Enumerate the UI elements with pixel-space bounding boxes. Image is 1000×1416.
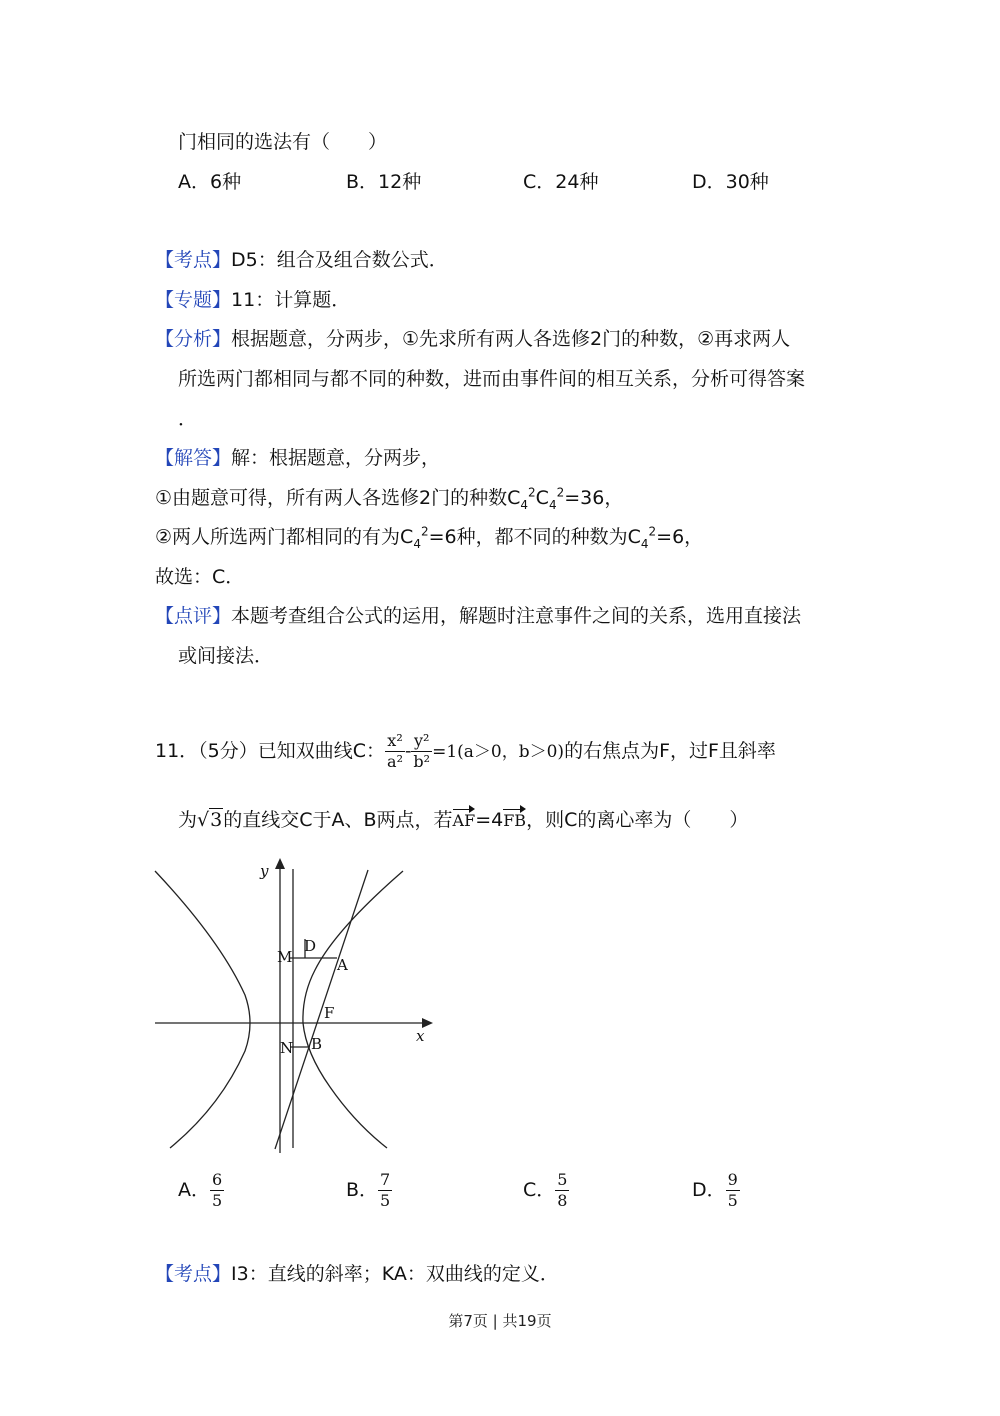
zhuanti-text: 11：计算题． (231, 289, 351, 311)
label-x: x (416, 1027, 425, 1045)
kaodian-text: D5：组合及组合数公式． (231, 249, 448, 271)
jieda-tag: 【解答】 (155, 447, 232, 469)
label-m: M (277, 948, 293, 966)
option-letter: B． (346, 1179, 379, 1201)
label-y: y (260, 862, 269, 880)
y-axis-arrow (275, 858, 285, 869)
page-footer: 第7页 | 共19页 (448, 1312, 552, 1330)
minus-sign: - (405, 740, 412, 762)
vector-af: AF (453, 808, 476, 834)
sub-4: 4 (520, 497, 529, 512)
sqrt-radicand: 3 (210, 809, 223, 831)
kaodian-text: I3：直线的斜率；KA：双曲线的定义． (231, 1263, 559, 1285)
left-branch (155, 871, 250, 1148)
fraction-x2-a2 (385, 731, 405, 772)
sloped-line (275, 870, 368, 1149)
frac1-den: a² (387, 752, 403, 771)
fenxi-text-2: 所选两门都相同与都不同的种数，进而由事件间的相互关系，分析可得答案 (178, 368, 806, 390)
q10-zhuanti (155, 287, 350, 313)
q10-fenxi (155, 326, 790, 352)
q11-stem-suffix: 的右焦点为F，过F且斜率 (564, 740, 776, 762)
q10-option-c: C．24种 (523, 171, 599, 193)
eq-4: =4 (475, 809, 504, 831)
step2-tail: =6， (656, 526, 704, 548)
dianping-text-1: 本题考查组合公式的运用，解题时注意事件之间的关系，选用直接法 (231, 605, 802, 627)
q10-stem-tail: 门相同的选法有（ ） (178, 131, 388, 153)
fenxi-text-3: ． (178, 408, 198, 430)
q10-dianping (155, 603, 801, 629)
option-den: 5 (380, 1191, 391, 1210)
fenxi-tag: 【分析】 (155, 328, 232, 350)
kaodian-tag: 【考点】 (155, 249, 232, 271)
step2-mid: =6种，都不同的种数为C (428, 526, 641, 548)
q11-stem (155, 722, 776, 781)
hyperbola-figure (150, 855, 440, 1155)
option-fraction (726, 1170, 740, 1211)
sup-2: 2 (528, 485, 536, 500)
option-fraction (378, 1170, 392, 1211)
option-num: 6 (212, 1170, 223, 1189)
q10-kaodian (155, 247, 448, 273)
q11-option-c (523, 1168, 569, 1212)
sqrt-3 (197, 808, 223, 831)
option-num: 9 (727, 1170, 738, 1189)
q10-option-b: B．12种 (346, 171, 422, 193)
option-num: 7 (380, 1170, 391, 1189)
option-fraction (210, 1170, 224, 1211)
sub-4: 4 (640, 536, 649, 551)
jieda-step-2 (155, 524, 703, 550)
q10-jieda (155, 445, 440, 471)
zhuanti-tag: 【专题】 (155, 289, 232, 311)
label-f: F (324, 1004, 335, 1022)
label-a: A (337, 956, 348, 974)
dianping-text-2: 或间接法． (178, 645, 274, 667)
q11-line-2 (178, 807, 748, 834)
line2-b: 的直线交C于A、B两点，若 (223, 809, 453, 831)
q10-option-a: A．6种 (178, 171, 242, 193)
q11-stem-prefix: 11．（5分）已知双曲线C： (155, 740, 386, 762)
line2-a: 为 (178, 809, 198, 831)
equation-rhs: =1(a＞0，b＞0) (432, 742, 565, 762)
q11-kaodian (155, 1261, 559, 1287)
line2-c: ，则C的离心率为（ ） (526, 809, 749, 831)
step1-mid: C (535, 487, 549, 509)
option-num: 5 (557, 1170, 568, 1189)
guxuan: 故选：C． (155, 566, 245, 588)
option-letter: D． (692, 1179, 726, 1201)
sup-2: 2 (648, 524, 657, 539)
q11-option-a (178, 1168, 224, 1212)
sub-4: 4 (548, 497, 557, 512)
option-fraction (555, 1170, 569, 1211)
step2-prefix: ②两人所选两门都相同的有为C (155, 526, 414, 548)
jieda-step-1 (155, 485, 623, 511)
right-branch (303, 871, 403, 1148)
frac2-num: y² (411, 731, 432, 752)
sub-4: 4 (413, 536, 421, 551)
label-d: D (304, 937, 317, 955)
frac1-num: x² (385, 731, 405, 752)
step1-prefix: ①由题意可得，所有两人各选修2门的种数C (155, 487, 521, 509)
jieda-text: 解：根据题意，分两步， (231, 447, 441, 469)
sup-2: 2 (420, 524, 429, 539)
sqrt-symbol: √ (197, 809, 210, 831)
step1-tail: =36， (564, 487, 624, 509)
label-b: B (311, 1035, 323, 1053)
kaodian-tag: 【考点】 (155, 1263, 232, 1285)
option-den: 8 (557, 1191, 568, 1210)
option-den: 5 (212, 1191, 223, 1210)
dianping-tag: 【点评】 (155, 605, 232, 627)
fenxi-text-1: 根据题意，分两步，①先求所有两人各选修2门的种数，②再求两人 (231, 328, 791, 350)
q10-option-d: D．30种 (692, 171, 769, 193)
option-letter: C． (523, 1179, 556, 1201)
option-letter: A． (178, 1179, 210, 1201)
option-den: 5 (727, 1191, 738, 1210)
q11-option-b (346, 1168, 392, 1212)
q11-option-d (692, 1168, 740, 1212)
vector-fb: FB (503, 808, 526, 834)
sup-2: 2 (556, 485, 565, 500)
label-n: N (280, 1039, 294, 1057)
fraction-y2-b2 (411, 731, 432, 772)
frac2-den: b² (413, 752, 431, 771)
